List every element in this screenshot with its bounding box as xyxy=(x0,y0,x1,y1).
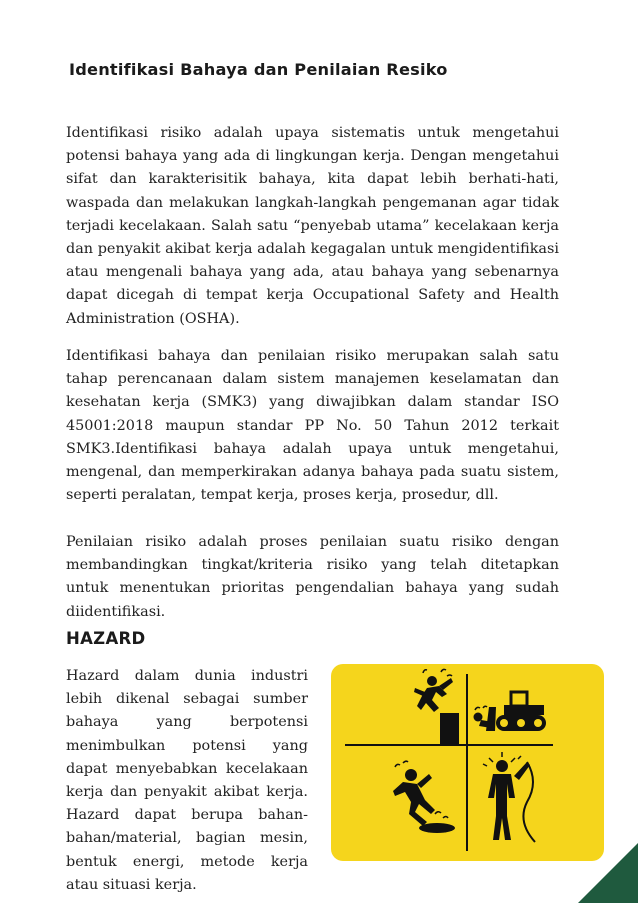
paragraph-hazard-identification: Identifikasi bahaya dan penilaian risiko merupakan salah satu tahap perencanaan dalam sistem manajemen keselamatan dan kesehatan kerja (SMK3) yang diwajibkan dalam standar ISO 45001:2018 maupun standar PP No. 50 Tahun 2012 terkait SMK3.Identifikasi bahaya adalah upaya untuk mengetahui, mengenal, dan memperkirakan adanya bahaya pada suatu sistem, seperti peralatan, tempat kerja, proses kerja, prosedur, dll. xyxy=(66,348,559,504)
paragraph-risk-assessment: Penilaian risiko adalah proses penilaian suatu risiko dengan membandingkan tingkat/kriteria risiko yang telah ditetapkan untuk menentukan prioritas pengendalian bahaya yang sudah diidentifikasi. xyxy=(66,534,559,620)
hazard-heading: HAZARD xyxy=(66,629,146,648)
paragraph-risk-identification: Identifikasi risiko adalah upaya sistematis untuk mengetahui potensi bahaya yang ada di lingkungan kerja. Dengan mengetahui sifat dan karakterisitik bahaya, kita dapat lebih berhati-hati, waspada dan melakukan langkah-langkah pengemanan agar tidak terjadi kecelakaan. Salah satu “penyebab utama” kecelakaan kerja dan penyakit akibat kerja adalah kegagalan untuk mengidentifikasi atau mengenali bahaya yang ada, atau bahaya yang sebenarnya dapat dicegah di tempat kerja Occupational Safety and Health Administration (OSHA). xyxy=(66,125,559,327)
section-title: Identifikasi Bahaya dan Penilaian Resiko xyxy=(69,60,448,79)
hazard-pictogram xyxy=(331,664,604,861)
hazard-paragraph: Hazard dalam dunia industri lebih dikenal sebagai sumber bahaya yang berpotensi menimbulkan potensi yang dapat menyebabkan kecelakaan kerja dan penyakit akibat kerja. Hazard dapat berupa bahan-bahan/material, bagian mesin, bentuk energi, metode kerja atau situasi kerja. xyxy=(66,668,308,893)
corner-decoration xyxy=(578,843,638,903)
